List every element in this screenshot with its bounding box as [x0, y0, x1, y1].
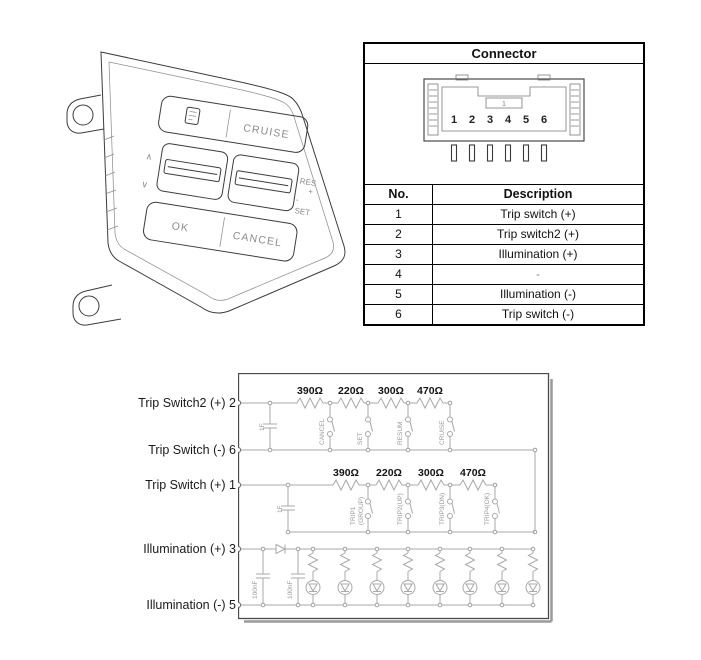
illumination-led: [401, 549, 415, 605]
trip1-group-switch: [366, 485, 373, 532]
mounting-tab-top: [67, 95, 104, 133]
resistor-value: 390Ω: [297, 385, 323, 397]
table-row: [365, 225, 643, 245]
minus-label: -: [295, 195, 300, 205]
trip4-ok-switch: [493, 485, 500, 532]
switch-label-resume: RESUM: [397, 421, 404, 445]
resistor: [376, 480, 402, 490]
description-cell: Trip switch (-): [501, 307, 575, 321]
description-cell: Trip switch (+): [500, 207, 576, 221]
bottom-button-row: [142, 201, 298, 262]
plus-label: +: [307, 186, 314, 197]
switch-label-trip2: TRIP2(UP): [397, 493, 404, 525]
trip-switch-row-labels: [277, 467, 491, 525]
illumination-led: [338, 549, 352, 605]
resistor: [378, 398, 404, 408]
table-row: [365, 305, 643, 324]
capacitor-value: 1F: [277, 505, 284, 513]
chevron-up-icon: ∧: [145, 151, 154, 163]
resistor: [297, 398, 323, 408]
pin-number-cell: 3: [365, 245, 433, 264]
pin-label-trip-switch2-pos: Trip Switch2 (+) 2: [138, 396, 236, 410]
illumination-row-labels: [252, 581, 294, 599]
resistor: [460, 480, 486, 490]
table-header-row: [365, 185, 643, 205]
table-row: [365, 265, 643, 285]
button-panel: [133, 94, 326, 264]
resistor-value: 390Ω: [333, 467, 359, 479]
switch-label-cruise: CRUISE: [439, 420, 446, 445]
resistor: [417, 398, 443, 408]
pin-number-cell: 6: [365, 305, 433, 324]
illumination-led: [370, 549, 384, 605]
res-label: RES: [299, 176, 317, 189]
description-cell: -: [536, 267, 540, 281]
trip3-down-switch: [448, 485, 455, 532]
mounting-tab-bottom: [73, 285, 121, 325]
switch-label-cancel: CANCEL: [319, 418, 326, 445]
pin-5-terminal: [238, 602, 241, 607]
svg-text:5: 5: [522, 114, 530, 126]
diode: [276, 545, 285, 554]
pin-1-terminal: [238, 482, 241, 487]
svg-text:1: 1: [450, 114, 458, 126]
resistor-value: 300Ω: [378, 385, 404, 397]
illumination-led: [526, 549, 540, 605]
pin-number-cell: 1: [365, 205, 433, 224]
circuit-schematic: [238, 373, 556, 625]
table-row: [365, 205, 643, 225]
illumination-row: [238, 545, 540, 608]
resistor-value: 470Ω: [417, 385, 443, 397]
resistor: [333, 480, 359, 490]
pin-2-terminal: [238, 400, 241, 405]
resistor-value: 300Ω: [418, 467, 444, 479]
steering-wheel-remote-illustration: [52, 36, 367, 341]
capacitor-value: 1F: [259, 423, 266, 431]
set-label: SET: [293, 206, 311, 218]
set-switch: [366, 403, 373, 450]
switch-label-trip4: TRIP4(OK): [484, 492, 491, 525]
description-cell: Illumination (+): [498, 247, 578, 261]
switch-label-trip1-group: (GROUP): [358, 496, 365, 525]
resume-switch: [406, 403, 413, 450]
svg-text:4: 4: [504, 114, 512, 126]
pin-number-cell: 5: [365, 285, 433, 304]
no-header: No.: [365, 185, 433, 204]
capacitor-value: 100nF: [252, 580, 259, 599]
description-header: Description: [503, 187, 573, 201]
resistor-value: 220Ω: [338, 385, 364, 397]
ok-button-label: OK: [170, 220, 191, 235]
capacitor-value: 100nF: [287, 580, 294, 599]
connector-housing: [424, 79, 584, 141]
svg-text:2: 2: [468, 114, 476, 126]
connector-drawing: [394, 65, 614, 183]
cancel-button-label: CANCEL: [231, 229, 283, 250]
pin-3-terminal: [238, 546, 241, 551]
pin-number-cell: 4: [365, 265, 433, 284]
connector-pin-numbers: [451, 114, 547, 126]
switch-label-trip1: TRIP1: [350, 506, 357, 525]
pin-label-trip-switch-pos: Trip Switch (+) 1: [145, 478, 236, 492]
rocker-switch-right: [227, 154, 300, 212]
trip-switch2-row-labels: [259, 385, 446, 445]
resistor-value: 220Ω: [376, 467, 402, 479]
pin-6-terminal: [238, 447, 241, 452]
table-row: [365, 245, 643, 265]
connector-terminals: [452, 145, 547, 161]
cancel-switch: [328, 403, 335, 450]
chevron-down-icon: ∨: [140, 178, 149, 190]
cruise-switch: [448, 403, 455, 450]
connector-table: [363, 42, 645, 326]
trip-computer-icon: [185, 107, 200, 125]
pin-label-trip-switch-neg: Trip Switch (-) 6: [148, 443, 236, 457]
table-row: [365, 285, 643, 305]
connector-orientation-marker: 1: [501, 99, 507, 108]
pin-label-illumination-pos: Illumination (+) 3: [143, 542, 236, 556]
connector-table-title: Connector: [365, 44, 643, 64]
resistor: [418, 480, 444, 490]
switch-label-set: SET: [357, 432, 364, 445]
resistor-value: 470Ω: [460, 467, 486, 479]
pin-number-cell: 2: [365, 225, 433, 244]
illumination-led: [306, 549, 320, 605]
illumination-led: [495, 549, 509, 605]
connector-drawing-cell: [365, 64, 643, 185]
resistor: [338, 398, 364, 408]
svg-text:3: 3: [486, 114, 494, 126]
description-cell: Illumination (-): [499, 287, 577, 301]
illumination-led: [433, 549, 447, 605]
illumination-led: [463, 549, 477, 605]
pin-label-illumination-neg: Illumination (-) 5: [146, 598, 236, 612]
switch-label-trip3: TRIP3(DN): [439, 492, 446, 525]
cruise-button-label: CRUISE: [242, 122, 291, 142]
circuit-boundary-box: [239, 374, 549, 619]
svg-text:6: 6: [540, 114, 548, 126]
rocker-switch-left: [156, 143, 229, 201]
trip2-up-switch: [406, 485, 413, 532]
description-cell: Trip switch2 (+): [497, 227, 579, 241]
